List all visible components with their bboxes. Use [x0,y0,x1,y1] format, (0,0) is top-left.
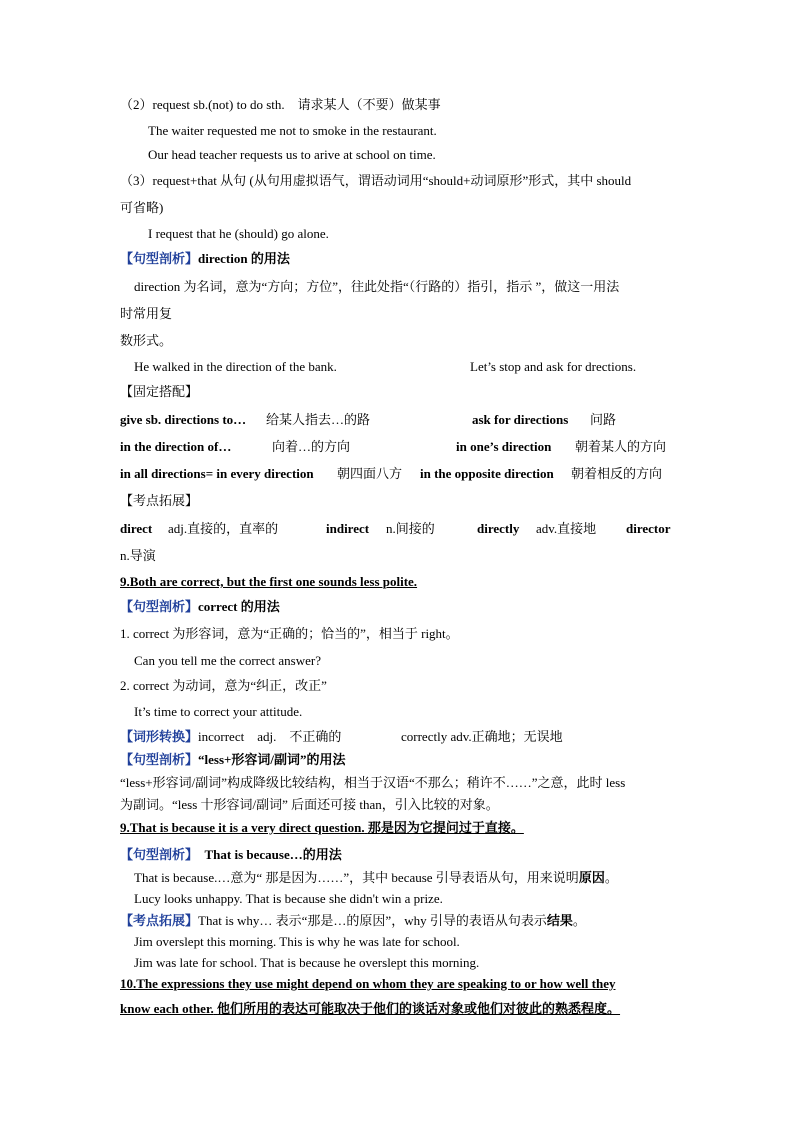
section-title: “less+形容词/副词”的用法 [198,752,346,767]
word-form: direct [120,521,153,536]
example-sentence: Our head teacher requests us to arive at school on time. [148,147,436,162]
example-sentence: Jim overslept this morning. This is why he was late for school. [134,934,460,949]
collocation-en: give sb. directions to… [120,412,247,427]
direction-desc: direction 为名词，意为“方向；方位”，往此处指“（行路的）指引，指示 ”，做这一用法 [134,279,620,294]
correct-point: 1. correct 为形容词，意为“正确的；恰当的”，相当于 right。 [120,626,459,641]
less-desc: “less+形容词/副词”构成降级比较结构，相当于汉语“不那么；稍许不……”之意，此时 less [120,775,626,790]
word-def: n.导演 [120,548,156,563]
heading-en: know each other. [120,1001,214,1016]
section-tag: 【句型剖析】 [120,752,199,767]
section-tag: 【词形转换】 [120,729,199,744]
sentence-heading-cont [120,1000,620,1018]
heading-en: 9.That is because it is a very direct question. [120,820,365,835]
conversion-item: incorrect adj. 不正确的 [198,729,342,744]
fixed-collocation-tag: 【固定搭配】 [120,384,199,399]
example-sentence: Jim was late for school. That is because he overslept this morning. [134,955,480,970]
request-usage-3: （3）request+that 从句 (从句用虚拟语气，谓语动词用“should+动词原形”形式，其中 should [120,173,632,188]
example-sentence: Let’s stop and ask for drections. [470,359,637,374]
because-desc [134,869,618,887]
direction-heading [120,250,290,268]
example-sentence: The waiter requested me not to smoke in the restaurant. [148,123,437,138]
word-def: n.间接的 [386,521,435,536]
sentence-heading: 9.Both are correct, but the first one sounds less polite. [120,574,418,589]
desc-text: That is why… 表示“那是…的原因”，why 引导的表语从句表示 [198,913,547,928]
example-sentence: It’s time to correct your attitude. [134,704,303,719]
section-tag: 【考点拓展】 [120,913,199,928]
word-form: director [626,521,671,536]
word-conversion [120,728,341,746]
sentence-heading [120,819,524,837]
section-tag: 【句型剖析】 [120,847,199,862]
direction-desc: 数形式。 [120,333,173,348]
request-usage-3-cont: 可省略) [120,200,164,215]
extension-tag: 【考点拓展】 [120,493,199,508]
desc-text: That is because.…意为“ 那是因为……”，其中 because 引导表语从句，用来说明 [134,870,579,885]
section-tag: 【句型剖析】 [120,599,199,614]
direction-desc: 时常用复 [120,306,173,321]
collocation-en: in one’s direction [456,439,552,454]
word-form: indirect [326,521,370,536]
collocation-en: in all directions= in every direction [120,466,314,481]
collocation-zh: 朝四面八方 [337,466,403,481]
why-desc [120,912,586,930]
collocation-zh: 朝着某人的方向 [575,439,667,454]
example-sentence: Can you tell me the correct answer? [134,653,321,668]
heading-zh: 他们所用的表达可能取决于他们的谈话对象或他们对彼此的熟悉程度。 [217,1001,621,1016]
example-sentence: Lucy looks unhappy. That is because she didn't win a prize. [134,891,443,906]
heading-zh: 那是因为它提问过于直接。 [367,820,524,835]
correct-heading [120,598,280,616]
word-def: adj.直接的，直率的 [168,521,279,536]
section-title: direction 的用法 [198,251,290,266]
less-heading [120,751,346,769]
request-usage-2: （2）request sb.(not) to do sth. 请求某人（不要）做某事 [120,97,441,112]
sentence-heading: 10.The expressions they use might depend on whom they are speaking to or how well they [120,976,616,991]
section-title: correct 的用法 [198,599,280,614]
collocation-en: in the opposite direction [420,466,554,481]
section-tag: 【句型剖析】 [120,251,199,266]
correct-point: 2. correct 为动词，意为“纠正，改正” [120,678,327,693]
desc-text: 。 [572,913,586,928]
section-title: That is because…的用法 [204,847,342,862]
because-heading [120,846,342,864]
conversion-item: correctly adv.正确地；无误地 [401,729,563,744]
example-sentence: I request that he (should) go alone. [148,226,329,241]
desc-text: 。 [604,870,618,885]
less-desc: 为副词。“less 十形容词/副词” 后面还可接 than，引入比较的对象。 [120,797,499,812]
collocation-en: in the direction of… [120,439,232,454]
collocation-zh: 给某人指去…的路 [266,412,371,427]
collocation-zh: 向着…的方向 [272,439,351,454]
collocation-zh: 问路 [590,412,617,427]
word-form: directly [477,521,520,536]
desc-emphasis: 结果 [546,913,573,928]
word-def: adv.直接地 [536,521,597,536]
example-sentence: He walked in the direction of the bank. [134,359,337,374]
collocation-zh: 朝着相反的方向 [571,466,663,481]
collocation-en: ask for directions [472,412,569,427]
desc-emphasis: 原因 [578,870,605,885]
